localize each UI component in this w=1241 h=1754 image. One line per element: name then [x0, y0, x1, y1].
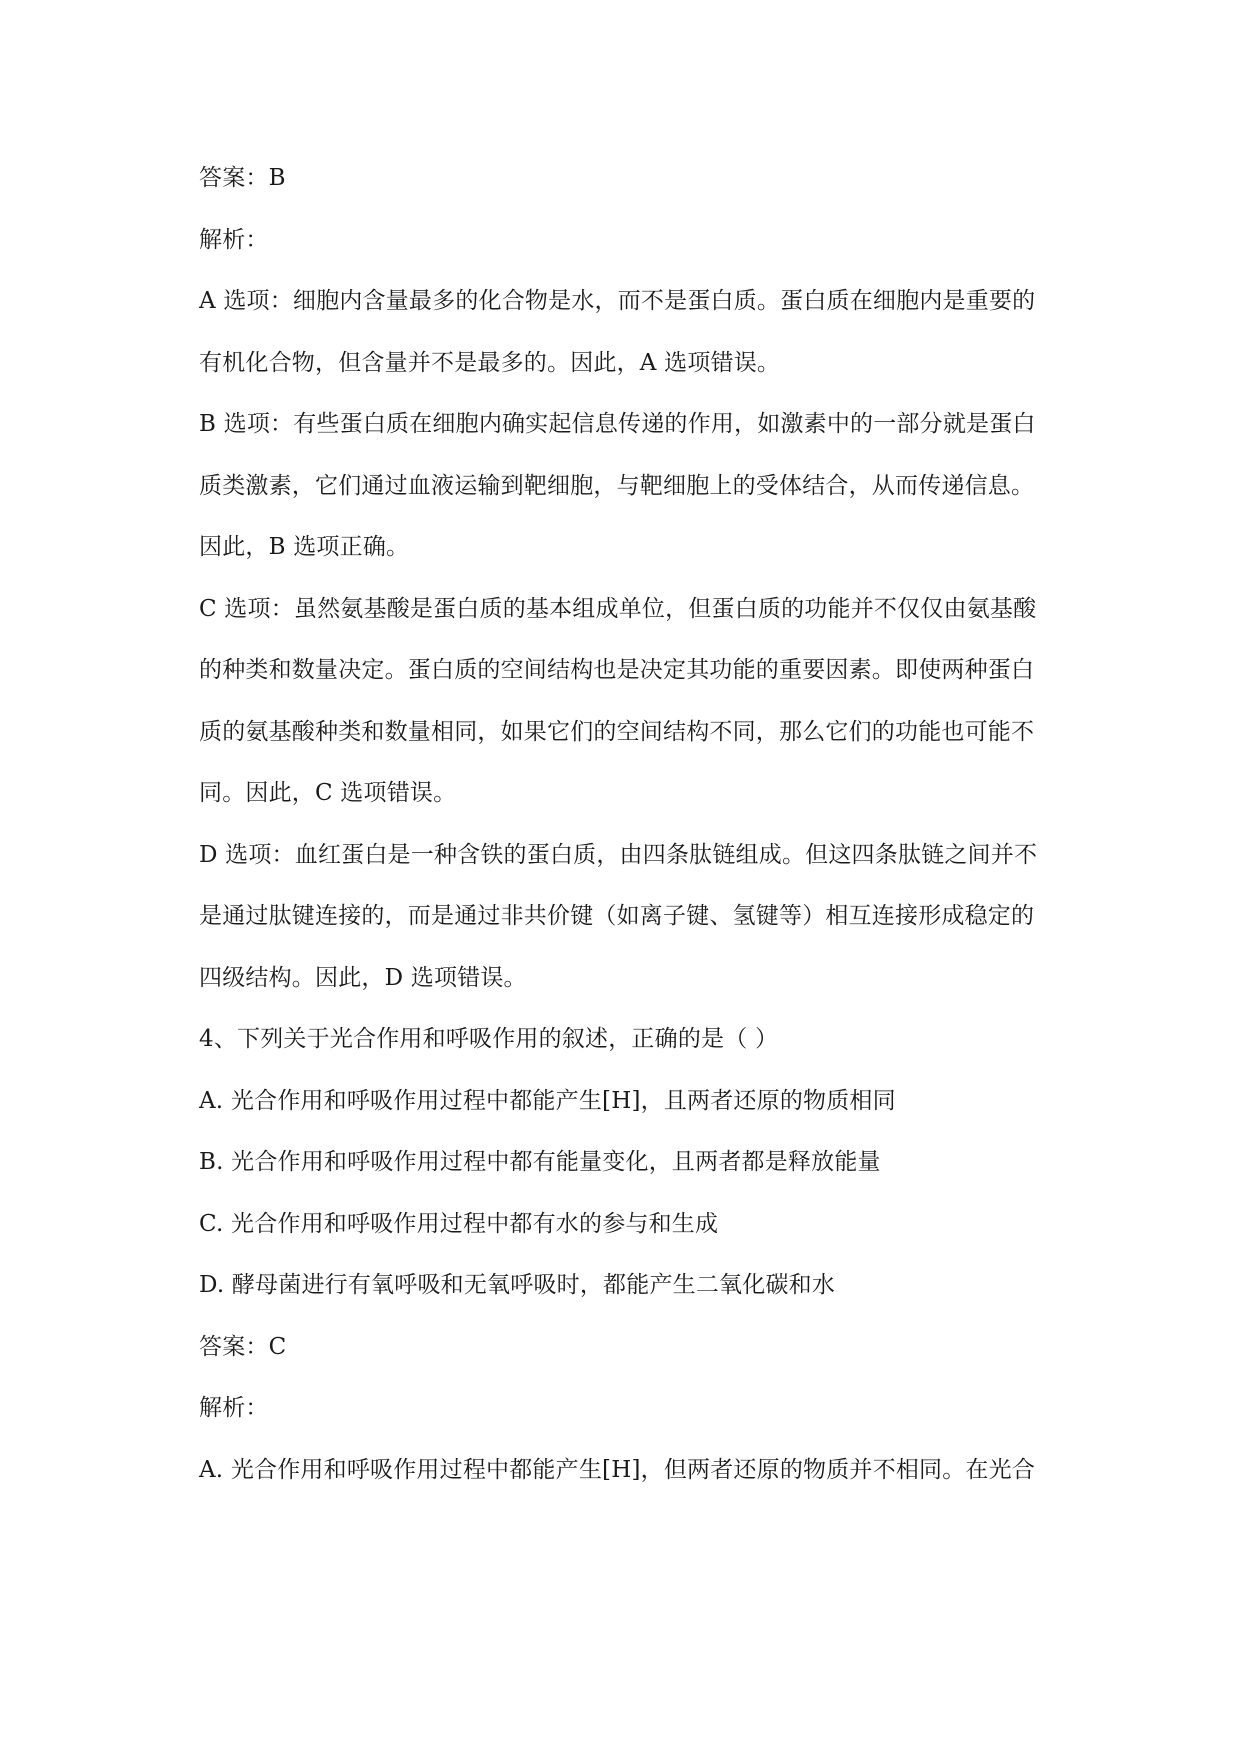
- document-body: [199, 148, 1089, 1501]
- option-a-analysis-line-1: A 选项：细胞内含量最多的化合物是水，而不是蛋白质。蛋白质在细胞内是重要的: [199, 288, 1036, 314]
- analysis-heading-q4: 解析：: [199, 1395, 269, 1421]
- option-d-analysis-line-3: 四级结构。因此，D 选项错误。: [199, 964, 527, 991]
- option-c-analysis-line-1: C 选项：虽然氨基酸是蛋白质的基本组成单位，但蛋白质的功能并不仅仅由氨基酸: [199, 595, 1037, 622]
- option-c-analysis-line-4: 同。因此，C 选项错误。: [199, 780, 457, 806]
- option-b-analysis-line-3: 因此，B 选项正确。: [199, 534, 410, 560]
- question-4-option-d: D. 酵母菌进行有氧呼吸和无氧呼吸时，都能产生二氧化碳和水: [199, 1272, 836, 1298]
- analysis-heading-q3: 解析：: [199, 226, 269, 253]
- option-c-analysis-line-3: 质的氨基酸种类和数量相同，如果它们的空间结构不同，那么它们的功能也可能不: [199, 718, 1035, 745]
- option-c-analysis-line-2: 的种类和数量决定。蛋白质的空间结构也是决定其功能的重要因素。即使两种蛋白: [199, 657, 1035, 683]
- option-b-analysis-line-1: B 选项：有些蛋白质在细胞内确实起信息传递的作用，如激素中的一部分就是蛋白: [199, 411, 1036, 437]
- option-a-analysis-line-2: 有机化合物，但含量并不是最多的。因此，A 选项错误。: [199, 349, 781, 376]
- question-4-option-c: C. 光合作用和呼吸作用过程中都有水的参与和生成: [199, 1210, 719, 1237]
- option-d-analysis-line-1: D 选项：血红蛋白是一种含铁的蛋白质，由四条肽链组成。但这四条肽链之间并不: [199, 841, 1038, 868]
- option-d-analysis-line-2: 是通过肽键连接的，而是通过非共价键（如离子键、氢键等）相互连接形成稳定的: [199, 903, 1035, 929]
- q4-option-a-analysis-line-1: A. 光合作用和呼吸作用过程中都能产生[H]，但两者还原的物质并不相同。在光合: [199, 1456, 1036, 1483]
- answer-line-q4: 答案：C: [199, 1333, 287, 1360]
- question-4-option-a: A. 光合作用和呼吸作用过程中都能产生[H]，且两者还原的物质相同: [199, 1087, 896, 1114]
- option-b-analysis-line-2: 质类激素，它们通过血液运输到靶细胞，与靶细胞上的受体结合，从而传递信息。: [199, 472, 1035, 499]
- answer-line-q3: 答案：B: [199, 165, 286, 191]
- question-4-stem: 4、下列关于光合作用和呼吸作用的叙述，正确的是（ ）: [199, 1026, 779, 1052]
- question-4-option-b: B. 光合作用和呼吸作用过程中都有能量变化，且两者都是释放能量: [199, 1149, 881, 1175]
